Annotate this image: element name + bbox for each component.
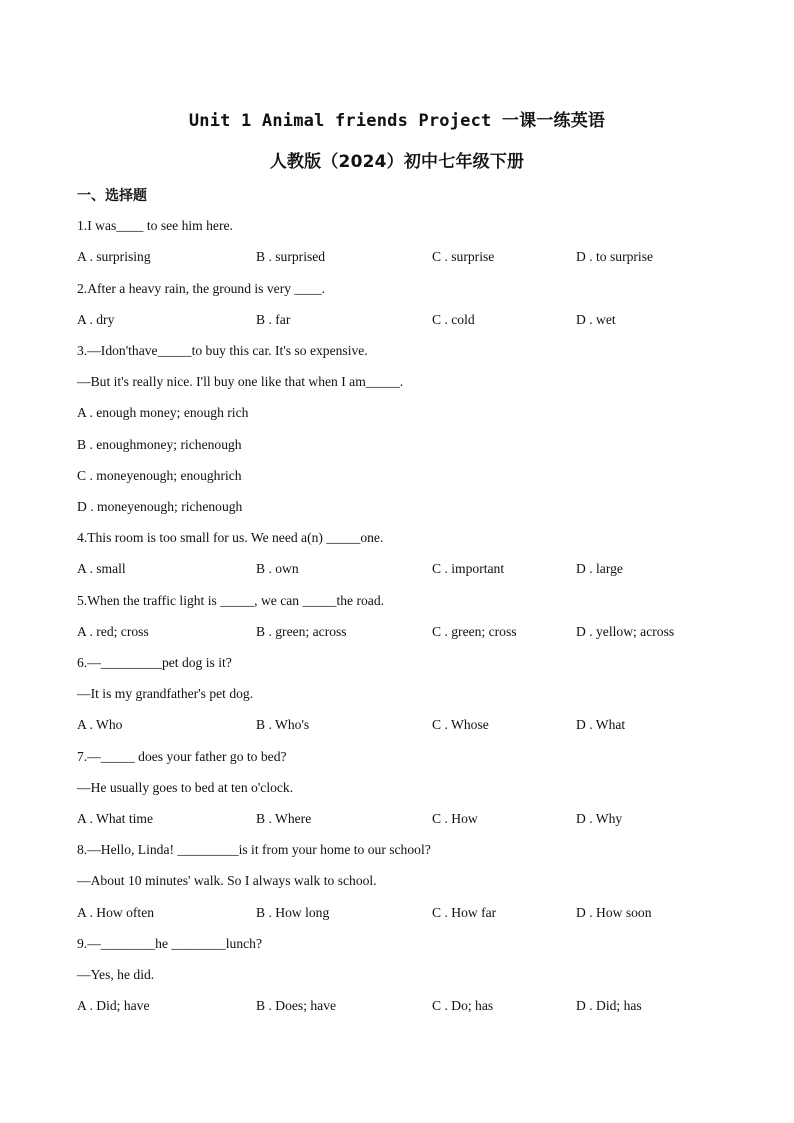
question-7-option-b: B . Where (256, 811, 312, 826)
question-1-option-c: C . surprise (432, 249, 495, 264)
question-2-option-c: C . cold (432, 312, 475, 327)
question-3-stem-reply: —But it's really nice. I'll buy one like that when I am_____. (77, 374, 404, 389)
question-7-option-d: D . Why (576, 811, 623, 826)
question-3-option-b: B . enoughmoney; richenough (77, 437, 242, 452)
question-9-option-c: C . Do; has (432, 998, 494, 1013)
question-6-option-a: A . Who (77, 717, 123, 732)
question-5-option-a: A . red; cross (77, 624, 149, 639)
question-9-stem-reply: —Yes, he did. (77, 967, 155, 982)
question-6-stem-reply: —It is my grandfather's pet dog. (77, 686, 254, 701)
question-1-stem: 1.I was____ to see him here. (77, 218, 233, 233)
question-9-option-a: A . Did; have (77, 998, 150, 1013)
question-7-stem: 7.—_____ does your father go to bed? (77, 749, 287, 764)
question-8-option-d: D . How soon (576, 905, 652, 920)
question-5-option-b: B . green; across (256, 624, 347, 639)
question-4-option-d: D . large (576, 561, 623, 576)
question-4-stem: 4.This room is too small for us. We need a(n) _____one. (77, 530, 384, 545)
question-9-stem: 9.—________he ________lunch? (77, 936, 263, 951)
section-heading: 一、选择题 (77, 188, 147, 204)
question-6-option-c: C . Whose (432, 717, 489, 732)
question-2-stem: 2.After a heavy rain, the ground is very ____. (77, 281, 326, 296)
question-3-option-a: A . enough money; enough rich (77, 405, 249, 420)
question-6-option-b: B . Who's (256, 717, 310, 732)
question-9-option-b: B . Does; have (256, 998, 337, 1013)
question-8-option-a: A . How often (77, 905, 155, 920)
question-6-stem: 6.—_________pet dog is it? (77, 655, 232, 670)
question-8-option-b: B . How long (256, 905, 330, 920)
question-9-option-d: D . Did; has (576, 998, 642, 1013)
question-7-option-a: A . What time (77, 811, 154, 826)
question-2-option-b: B . far (256, 312, 291, 327)
question-8-option-c: C . How far (432, 905, 497, 920)
question-3-option-d: D . moneyenough; richenough (77, 499, 243, 514)
document-subtitle: 人教版（2024）初中七年级下册 (269, 152, 525, 172)
question-1-option-d: D . to surprise (576, 249, 654, 264)
document-title: Unit 1 Animal friends Project 一课一练英语 (188, 111, 606, 131)
question-4-option-a: A . small (77, 561, 126, 576)
question-2-option-d: D . wet (576, 312, 616, 327)
question-6-option-d: D . What (576, 717, 626, 732)
question-8-stem: 8.—Hello, Linda! _________is it from your home to our school? (77, 842, 431, 857)
question-5-option-c: C . green; cross (432, 624, 517, 639)
question-4-option-c: C . important (432, 561, 505, 576)
question-7-stem-reply: —He usually goes to bed at ten o'clock. (77, 780, 294, 795)
question-8-stem-reply: —About 10 minutes' walk. So I always walk to school. (77, 873, 377, 888)
question-3-option-c: C . moneyenough; enoughrich (77, 468, 242, 483)
question-7-option-c: C . How (432, 811, 478, 826)
question-4-option-b: B . own (256, 561, 299, 576)
question-2-option-a: A . dry (77, 312, 115, 327)
question-5-option-d: D . yellow; across (576, 624, 675, 639)
question-1-option-a: A . surprising (77, 249, 151, 264)
question-5-stem: 5.When the traffic light is _____, we can _____the road. (77, 593, 385, 608)
question-1-option-b: B . surprised (256, 249, 326, 264)
question-3-stem: 3.—Idon'thave_____to buy this car. It's so expensive. (77, 343, 368, 358)
